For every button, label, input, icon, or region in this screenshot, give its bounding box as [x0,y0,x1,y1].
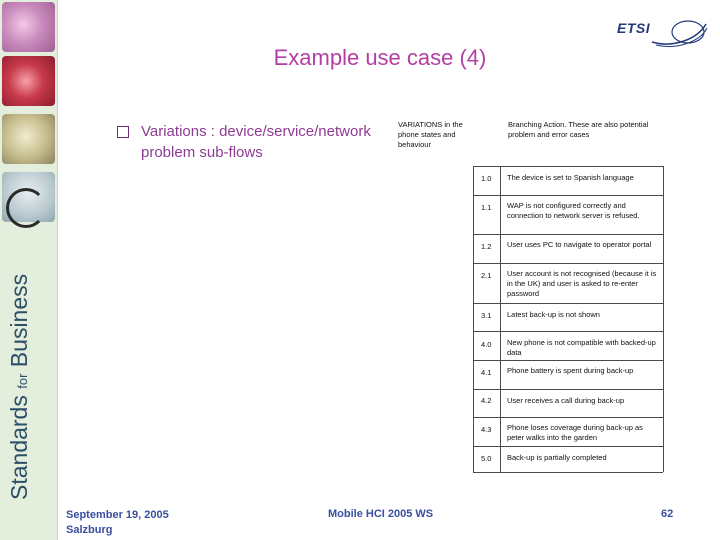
row-description: Latest back-up is not shown [507,310,600,319]
row-number: 1.1 [481,203,492,212]
table-row-border [473,389,663,390]
footer-place: Salzburg [66,524,113,536]
table-row-border [473,446,663,447]
row-description: Phone battery is spent during back-up [507,366,634,375]
footer-event: Mobile HCI 2005 WS [328,508,434,520]
row-description: Phone loses coverage during back-up as peter walks into the garden [507,423,643,442]
brand-vertical-text [6,240,33,500]
row-description: User account is not recognised (because it is in the UK) and user is asked to re-enter password [507,269,657,298]
table-header-right: Branching Action. These are also potential problem and error cases [508,120,649,139]
globe-image-grey [2,172,55,222]
row-description: User receives a call during back-up [507,396,625,405]
left-sidebar [0,0,58,540]
globe-image-beige [2,114,55,164]
table-row-border [473,472,663,473]
table-right-border [663,166,664,472]
table-left-border [473,166,474,472]
row-number: 4.0 [481,340,492,349]
slide-title: Example use case (4) [273,45,487,70]
table-row-border [473,195,663,196]
table-divider [500,166,501,472]
table-row-border [473,263,663,264]
page-number: 62 [661,508,674,520]
brand-word-standards: Standards [6,395,32,500]
table-row-border [473,234,663,235]
square-bullet-icon [117,126,129,138]
row-number: 4.2 [481,396,492,405]
brand-word-business: Business [6,273,32,368]
row-description: WAP is not configured correctly and connection to network server is refused. [507,201,640,220]
table-row-border [473,303,663,304]
table-row-border [473,417,663,418]
table-row-border [473,331,663,332]
bullet-text: Variations : device/service/network problem sub-flows [141,123,371,161]
row-number: 4.1 [481,368,492,377]
row-description: The device is set to Spanish language [507,173,634,182]
row-number: 1.2 [481,242,492,251]
row-number: 5.0 [481,454,492,463]
table-row-border [473,360,663,361]
table-row-border [473,166,663,167]
footer-date-place [66,508,169,538]
row-number: 4.3 [481,425,492,434]
table-header-left: VARIATIONS in the phone states and behaviour [398,120,463,149]
row-number: 2.1 [481,271,492,280]
row-description: New phone is not compatible with backed-up data [507,338,656,357]
brand-word-for: for [15,373,30,389]
row-number: 3.1 [481,311,492,320]
row-number: 1.0 [481,174,492,183]
footer-date: September 19, 2005 [66,509,169,521]
row-description: Back-up is partially completed [507,453,607,462]
logo-text: ETSI [617,20,651,36]
row-description: User uses PC to navigate to operator portal [507,240,652,249]
